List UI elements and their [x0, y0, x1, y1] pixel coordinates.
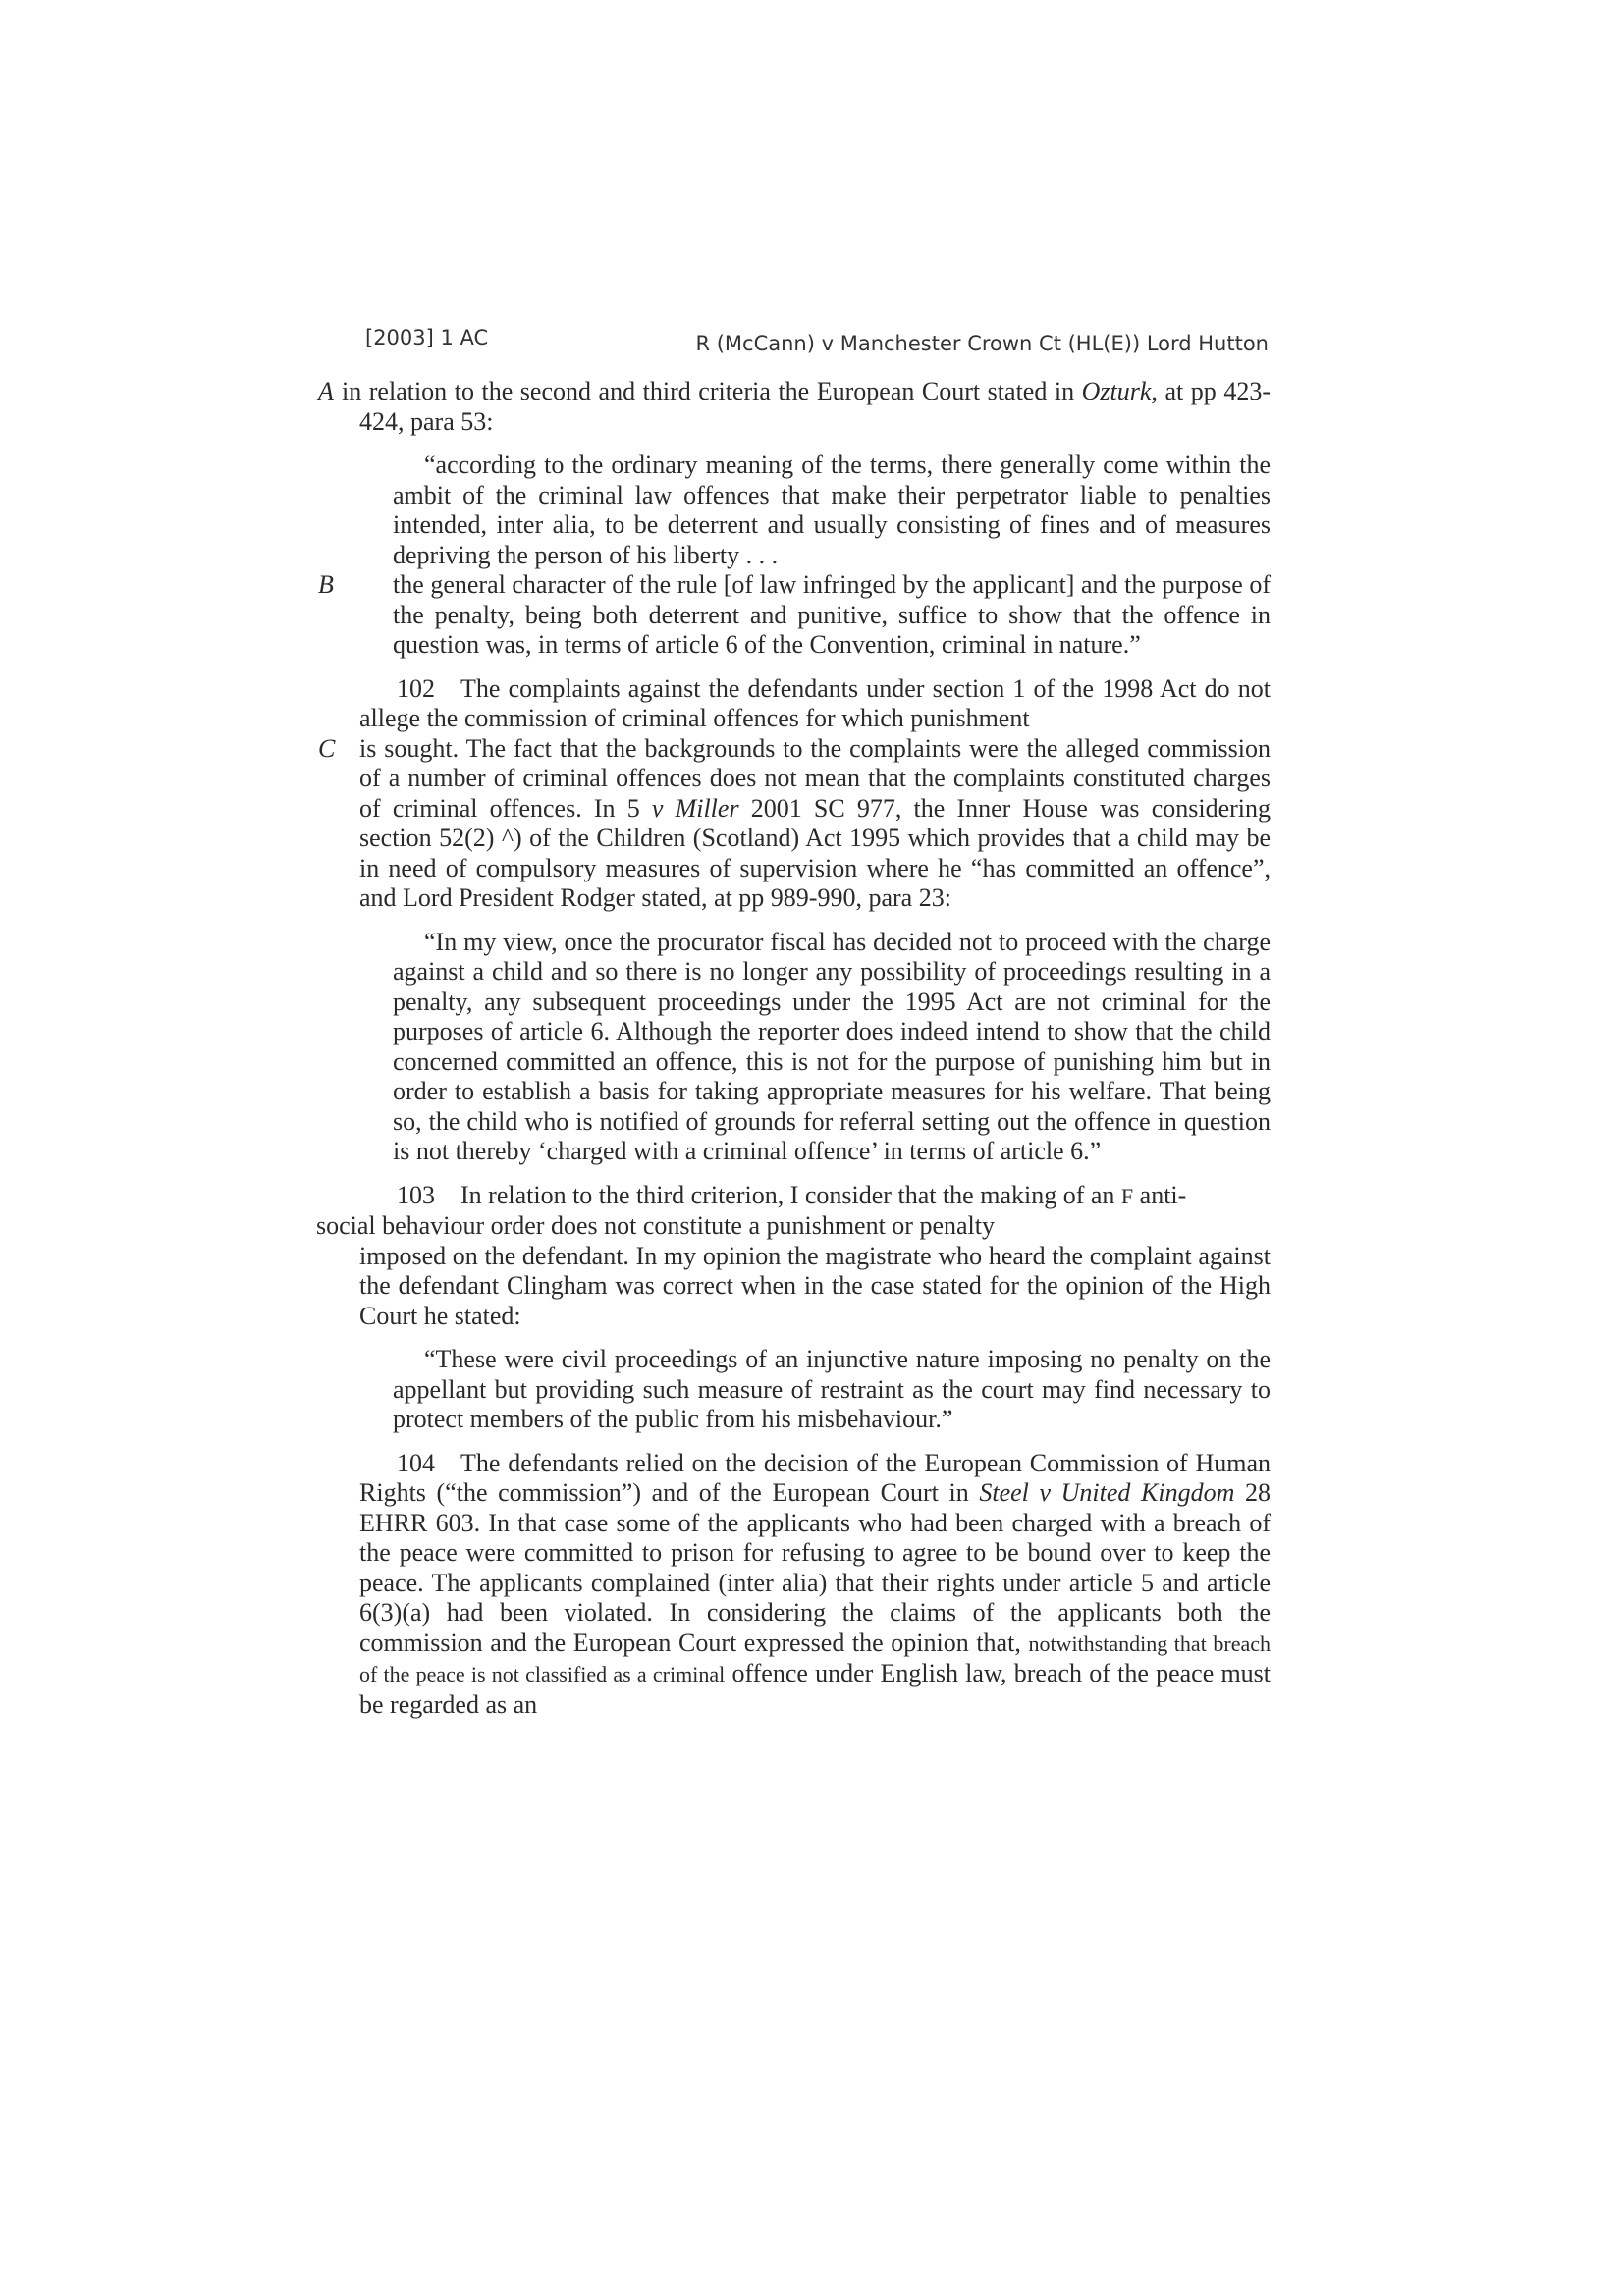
paragraph-102-continued: [318, 733, 1272, 914]
quote-magistrate-text: “These were civil proceedings of an injunctive nature imposing no penalty on the appellant but providing such measure of restraint as the court may find necessary to protect members of the public from his misbehaviour.”: [393, 1345, 1271, 1433]
paragraph-103-continued: [359, 1242, 1271, 1332]
quote-magistrate: [359, 1345, 1271, 1435]
paragraph-104-small-text: notwithstanding that breach of the peace is not classified as a criminal: [359, 1630, 1272, 1686]
quote-rodger: [359, 928, 1271, 1167]
paragraph-104: [359, 1449, 1271, 1721]
quote-ozturk: [359, 451, 1271, 570]
body-text: [316, 377, 1272, 1720]
margin-letter-b: B: [318, 570, 334, 599]
paragraph-103-text-a: 103 In relation to the third criterion, I consider that the making of an: [397, 1180, 1115, 1209]
intro-text-1: in relation to the second and third criteria the European Court stated in: [342, 377, 1075, 405]
paragraph-104-case-name: Steel v United Kingdom: [979, 1478, 1235, 1507]
header-case-title: R (McCann) v Manchester Crown Ct (HL(E)) Lord Hutton: [695, 332, 1269, 355]
paragraph-102-text-a: 102 The complaints against the defendants under section 1 of the 1998 Act do not allege the commission of criminal offences for which punishment: [359, 673, 1271, 732]
paragraph-103: [359, 1181, 1271, 1212]
intro-text-2: at pp 423-424, para 53:: [359, 377, 1271, 436]
paragraph-104-text-1: 104 The defendants relied on the decision of the European Commission of Human Rights (“the commission”) and of the European Court in: [359, 1448, 1271, 1507]
running-header: [365, 326, 1269, 359]
header-citation: [2003] 1 AC: [365, 326, 489, 349]
paragraph-103-text-b: anti-: [1139, 1180, 1187, 1209]
paragraph-102: [359, 674, 1271, 734]
paragraph-102-case-name: v Miller: [651, 793, 739, 823]
margin-letter-a: A: [318, 377, 334, 405]
quote-ozturk-text-1: “according to the ordinary meaning of the terms, there generally come within the ambit of the criminal law offences that make their perpetrator liable to penalties intended, inter alia, to be deterrent and usually consisting of fines and of measures depriving the person of his liberty . . .: [393, 451, 1271, 569]
paragraph-103-outdent: [316, 1211, 1271, 1242]
intro-case-name: Ozturk,: [1081, 377, 1158, 405]
paragraph-104-text-2: 28 EHRR 603. In that case some of the applicants who had been charged with a breach of the peace were committed to prison for refusing to agree to be bound over to keep the peace. The applicants complained (inter alia) that their rights under article 5 and article 6(3)(a) had been violated. In considering the claims of the applicants both the commission and the European Court expressed the opinion that,: [359, 1478, 1271, 1657]
quote-ozturk-continued: [318, 570, 1271, 661]
intro-paragraph: [318, 377, 1271, 437]
margin-letter-c: C: [318, 733, 336, 763]
paragraph-102-text-b1: is sought. The fact that the backgrounds to the complaints were the alleged commission of a number of criminal offences does not mean that the complaints constituted charges of criminal offences. In 5: [359, 733, 1271, 823]
paragraph-102-text-b2: 2001 SC 977, the Inner House was considering section 52(2) ^) of the Children (Scotland) Act 1995 which provides that a child may be in need of compulsory measures of supervision where he “has committed an offence”, and Lord President Rodger stated, at pp 989-990, para 23:: [359, 793, 1272, 912]
paragraph-104-text-3: offence under English law, breach of the peace must be regarded as an: [359, 1659, 1272, 1719]
quote-ozturk-text-2: the general character of the rule [of law infringed by the applicant] and the purpose of the penalty, being both deterrent and punitive, suffice to show that the offence in question was, in terms of article 6 of the Convention, criminal in nature.”: [393, 570, 1271, 659]
quote-rodger-text: “In my view, once the procurator fiscal has decided not to proceed with the charge against a child and so there is no longer any possibility of proceedings resulting in a penalty, any subsequent proceedings under the 1995 Act are not criminal for the purposes of article 6. Although the reporter does indeed intend to show that the child concerned committed an offence, this is not for the purpose of punishing him but in order to establish a basis for taking appropriate measures for his welfare. That being so, the child who is notified of grounds for referral setting out the offence in question is not thereby ‘charged with a criminal offence’ in terms of article 6.”: [393, 927, 1271, 1165]
paragraph-103-text-d: imposed on the defendant. In my opinion the magistrate who heard the complaint against the defendant Clingham was correct when in the case stated for the opinion of the High Court he stated:: [359, 1241, 1271, 1330]
margin-letter-f: F: [1120, 1183, 1134, 1208]
paragraph-103-text-c: social behaviour order does not constitute a punishment or penalty: [316, 1211, 995, 1240]
